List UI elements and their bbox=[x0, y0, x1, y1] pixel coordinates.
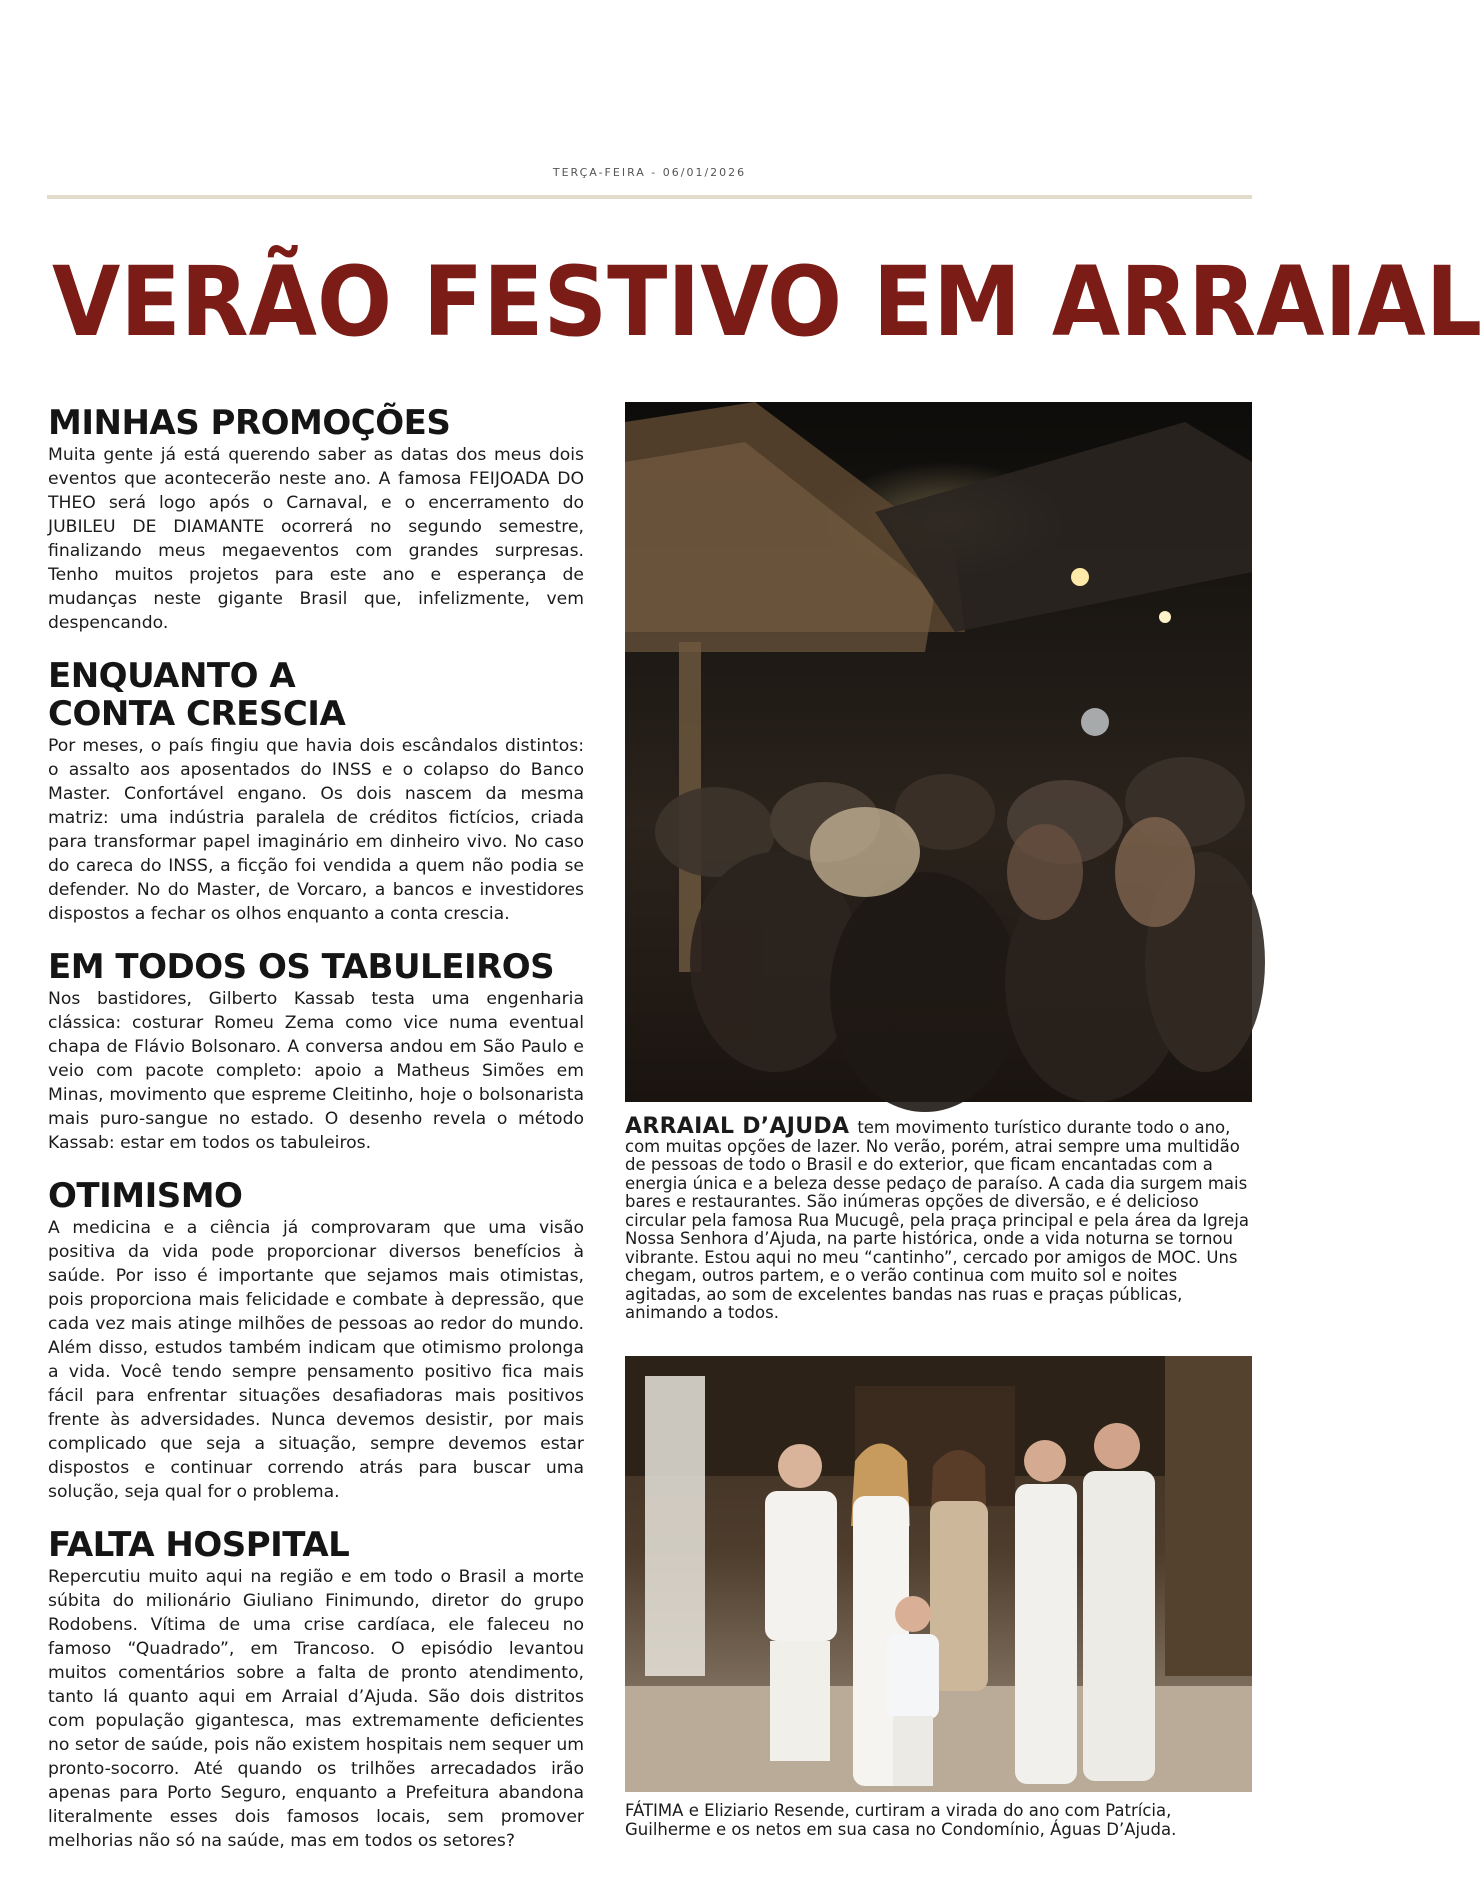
section-enquanto-a-conta-crescia bbox=[48, 657, 584, 926]
crowd-night-photo bbox=[625, 402, 1252, 1102]
caption-lead: ARRAIAL D’AJUDA bbox=[625, 1114, 850, 1139]
section-title: EM TODOS OS TABULEIROS bbox=[48, 947, 555, 987]
section-title: OTIMISMO bbox=[48, 1176, 243, 1216]
section-title: FALTA HOSPITAL bbox=[48, 1525, 350, 1565]
crowd-night-illustration bbox=[625, 402, 1252, 1102]
section-body: Repercutiu muito aqui na região e em todo o Brasil a morte súbita do milionário Giuliano Finimundo, diretor do grupo Rodobens. Vítima de uma crise cardíaca, ele faleceu no famoso “Quadrado”, em Trancoso. O episódio levantou muitos comentários sobre a falta de pronto atendimento, tanto lá quanto aqui em Arraial d’Ajuda. São dois distritos com população gigantesca, mas extremamente deficientes no setor de saúde, pois não existem hospitais nem sequer um pronto-socorro. Até quando os trilhões arrecadados irão apenas para Porto Seguro, enquanto a Prefeitura abandona literalmente esses dois famosos locais, sem promover melhorias não só na saúde, mas em todos os setores? bbox=[48, 1567, 584, 1851]
section-otimismo bbox=[48, 1177, 584, 1504]
family-caption: FÁTIMA e Eliziario Resende, curtiram a virada do ano com Patrícia, Guilherme e os netos em sua casa no Condomínio, Águas D’Ajuda. bbox=[625, 1801, 1177, 1839]
caption-text: tem movimento turístico durante todo o ano, com muitas opções de lazer. No verão, porém, atrai sempre uma multidão de pessoas de todo o Brasil e do exterior, que ficam encantadas com a energia única e a beleza desse pedaço de paraíso. A cada dia surgem mais bares e restaurantes. São inúmeras opções de diversão, e é delicioso circular pela famosa Rua Mucugê, pela praça principal e pela área da Igreja Nossa Senhora d’Ajuda, na parte histórica, onde a vida noturna se tornou vibrante. Estou aqui no meu “cantinho”, cercado por amigos de MOC. Uns chegam, outros partem, e o verão continua com muito sol e noites agitadas, ao som de excelentes bandas nas ruas e praças públicas, animando a todos. bbox=[625, 1118, 1249, 1322]
header-rule bbox=[47, 195, 1252, 199]
section-body: A medicina e a ciência já comprovaram que uma visão positiva da vida pode proporcionar diversos benefícios à saúde. Por isso é importante que sejamos mais otimistas, pois proporciona mais felicidade e combate à depressão, que cada vez mais atinge milhões de pessoas ao redor do mundo. Além disso, estudos também indicam que otimismo prolonga a vida. Você tendo sempre pensamento positivo fica mais fácil para enfrentar situações desafiadoras mais positivos frente às adversidades. Nunca devemos desistir, por mais complicado que seja a situação, sempre devemos estar dispostos e continuar correndo atrás para buscar uma solução, seja qual for o problema. bbox=[48, 1218, 584, 1502]
section-title-line: CONTA CRESCIA bbox=[48, 694, 346, 734]
left-column bbox=[48, 404, 584, 1875]
section-falta-hospital bbox=[48, 1526, 584, 1853]
section-title bbox=[48, 657, 584, 733]
section-body: Muita gente já está querendo saber as datas dos meus dois eventos que acontecerão neste ano. A famosa FEIJOADA DO THEO será logo após o Carnaval, e o encerramento do JUBILEU DE DIAMANTE ocorrerá no segundo semestre, finalizando meus megaeventos com grandes surpresas. Tenho muitos projetos para este ano e esperança de mudanças neste gigante Brasil que, infelizmente, vem despencando. bbox=[48, 445, 584, 633]
section-title-line: ENQUANTO A bbox=[48, 656, 296, 696]
dateline: TERÇA-FEIRA - 06/01/2026 bbox=[552, 166, 747, 179]
section-em-todos-os-tabuleiros bbox=[48, 948, 584, 1155]
arraial-caption bbox=[625, 1114, 1252, 1323]
family-photo bbox=[625, 1356, 1252, 1792]
section-body: Por meses, o país fingiu que havia dois escândalos distintos: o assalto aos aposentados do INSS e o colapso do Banco Master. Confortável engano. Os dois nascem da mesma matriz: uma indústria paralela de créditos fictícios, criada para transformar papel imaginário em dinheiro vivo. No caso do careca do INSS, a ficção foi vendida a quem não podia se defender. No do Master, de Vorcaro, a bancos e investidores dispostos a fechar os olhos enquanto a conta crescia. bbox=[48, 736, 584, 924]
section-title: MINHAS PROMOÇÕES bbox=[48, 403, 451, 443]
section-body: Nos bastidores, Gilberto Kassab testa uma engenharia clássica: costurar Romeu Zema como vice numa eventual chapa de Flávio Bolsonaro. A conversa andou em São Paulo e veio com pacote completo: apoio a Matheus Simões em Minas, movimento que espreme Cleitinho, hoje o bolsonarista mais puro-sangue no estado. O desenho revela o método Kassab: estar em todos os tabuleiros. bbox=[48, 989, 584, 1153]
page-headline: VERÃO FESTIVO EM ARRAIAL bbox=[51, 246, 1482, 358]
section-minhas-promocoes bbox=[48, 404, 584, 635]
family-illustration bbox=[625, 1356, 1252, 1792]
